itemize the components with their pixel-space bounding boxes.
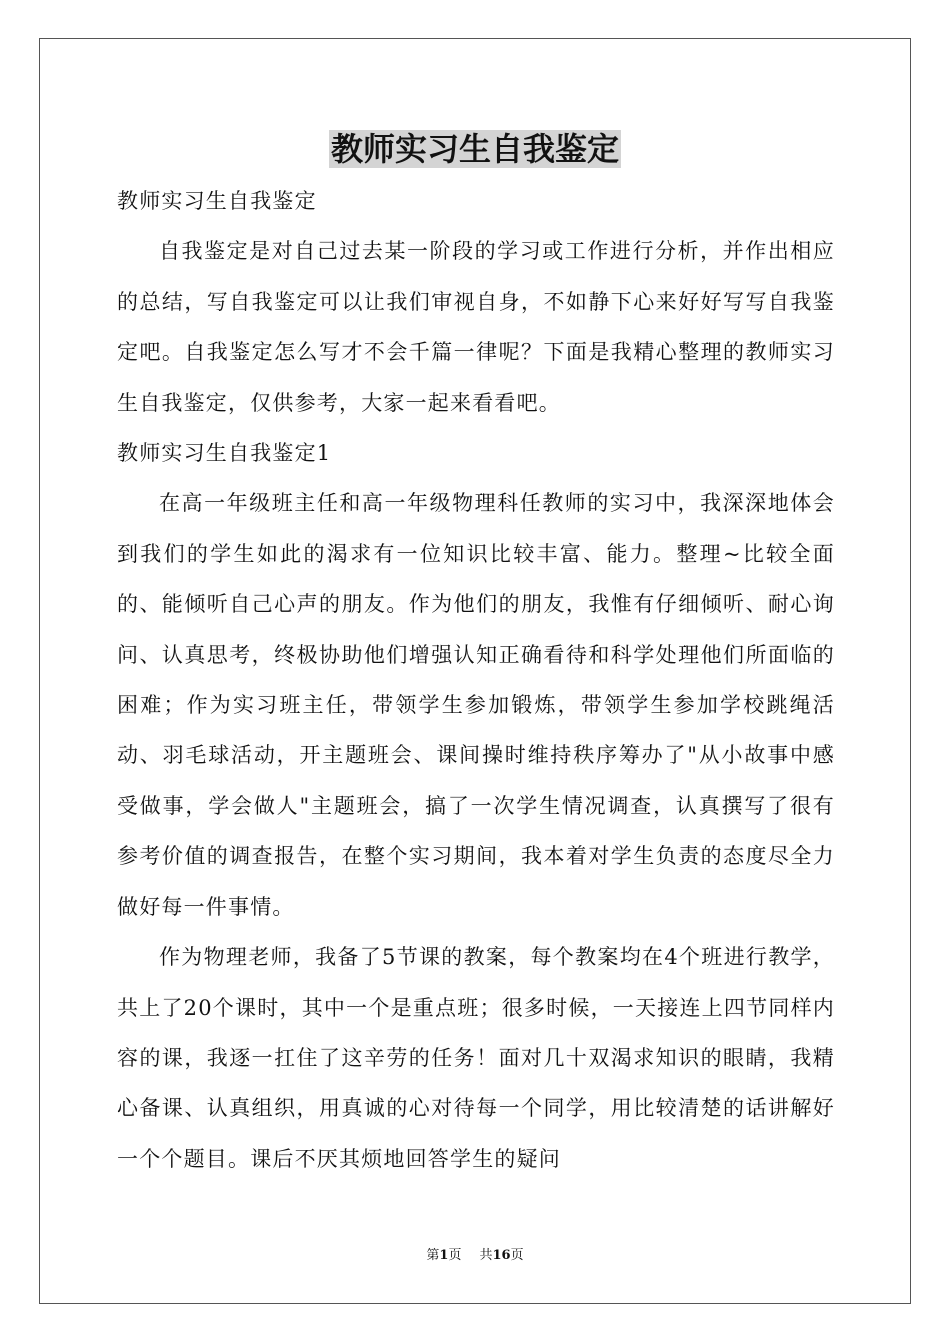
page-footer — [0, 1247, 950, 1265]
paragraph-intro: 自我鉴定是对自己过去某一阶段的学习或工作进行分析，并作出相应的总结，写自我鉴定可以让我们审视自身，不如静下心来好好写写自我鉴定吧。自我鉴定怎么写才不会千篇一律呢？下面是我精心整理的教师实习生自我鉴定，仅供参考，大家一起来看看吧。 — [117, 239, 835, 415]
total-pages: 16 — [492, 1248, 511, 1263]
total-prefix: 共 — [479, 1248, 493, 1263]
document-body — [117, 176, 835, 1184]
paragraph-section-heading: 教师实习生自我鉴定1 — [117, 441, 332, 466]
page-number: 1 — [439, 1248, 449, 1263]
total-suffix: 页 — [510, 1248, 524, 1263]
paragraph-subtitle: 教师实习生自我鉴定 — [117, 189, 317, 213]
document-title — [0, 124, 950, 174]
paragraph-body: 在高一年级班主任和高一年级物理科任教师的实习中，我深深地体会到我们的学生如此的渴求有一位知识比较丰富、能力。整理~比较全面的、能倾听自己心声的朋友。作为他们的朋友，我惟有仔细倾听、耐心询问、认真思考，终极协助他们增强认知正确看待和科学处理他们所面临的困难；作为实习班主任，带领学生参加锻炼，带领学生参加学校跳绳活动、羽毛球活动，开主题班会、课间操时维持秩序筹办了"从小故事中感受做事，学会做人"主题班会，搞了一次学生情况调查，认真撰写了很有参考价值的调查报告，在整个实习期间，我本着对学生负责的态度尽全力做好每一件事情。 — [117, 491, 835, 919]
page-prefix: 第 — [426, 1248, 440, 1263]
paragraph-body: 作为物理老师，我备了5节课的教案，每个教案均在4个班进行教学，共上了20个课时，其中一个是重点班；很多时候，一天接连上四节同样内容的课，我逐一扛住了这辛劳的任务！面对几十双渴求知识的眼睛，我精心备课、认真组织，用真诚的心对待每一个同学，用比较清楚的话讲解好一个个题目。课后不厌其烦地回答学生的疑问 — [117, 945, 835, 1171]
document-title-text: 教师实习生自我鉴定 — [330, 130, 619, 168]
page-suffix: 页 — [448, 1248, 462, 1263]
